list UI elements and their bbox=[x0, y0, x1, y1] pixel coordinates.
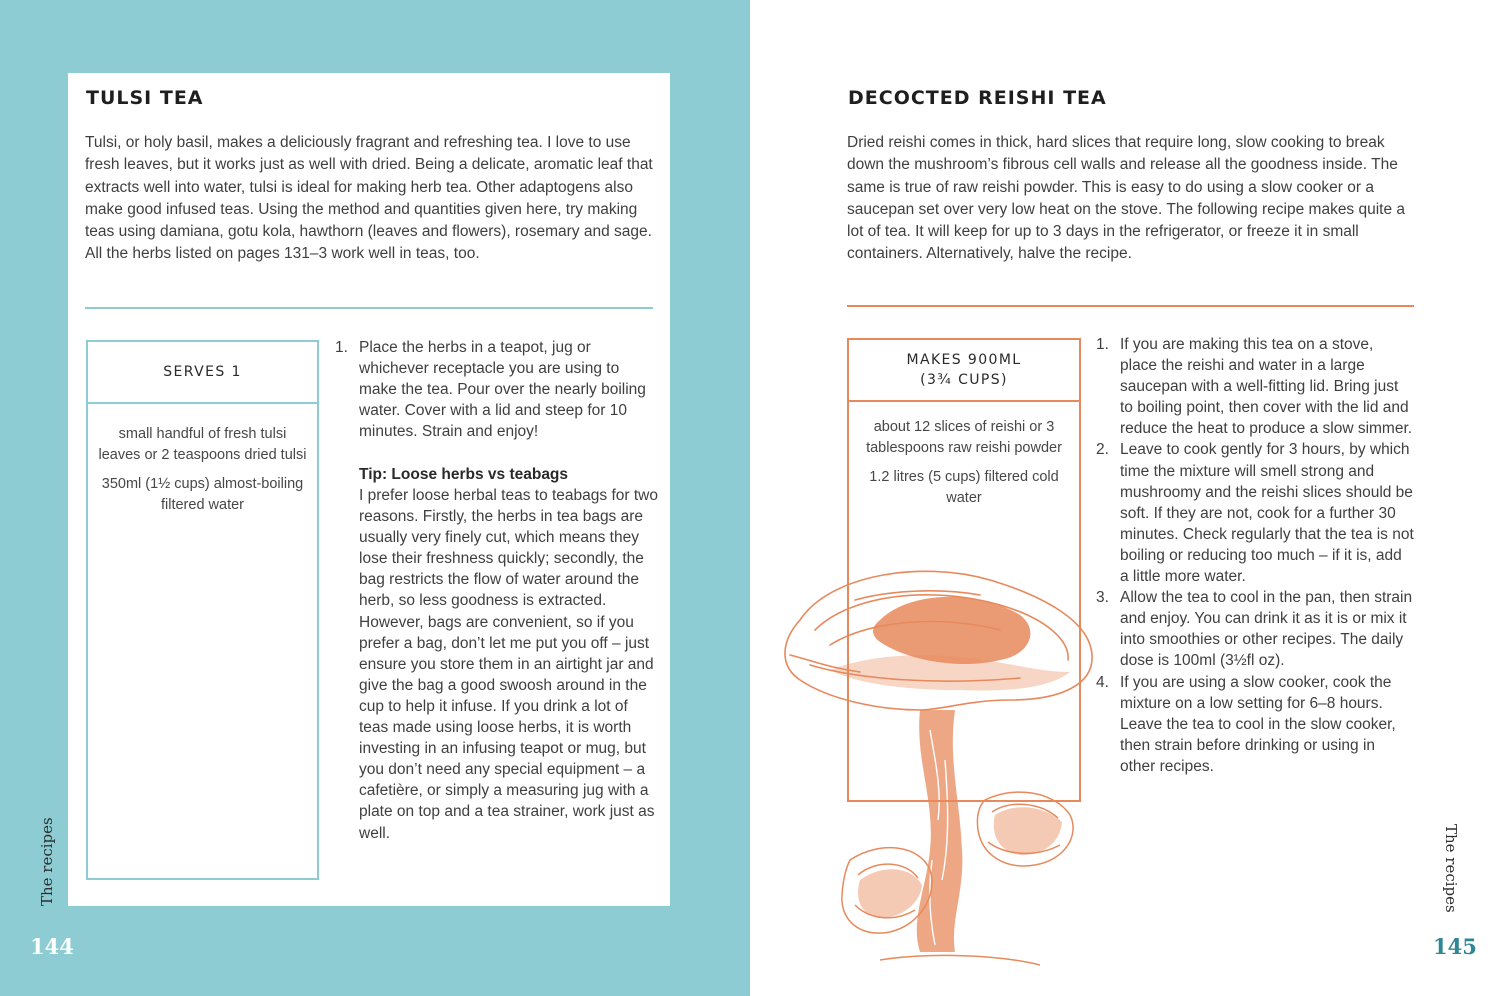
ingredient-item: 1.2 litres (5 cups) filtered cold water bbox=[869, 469, 1059, 506]
section-divider bbox=[85, 307, 653, 309]
recipe-intro: Dried reishi comes in thick, hard slices that require long, slow cooking to break down the mushroom’s fibrous cell walls and release all the goodness inside. The same is true of raw reishi powder. This is easy to do using a slow cooker or a saucepan set over very low heat on the stove. The following recipe makes quite a lot of tea. It will keep for up to 3 days in the refrigerator, or freeze it in small containers. Alternatively, halve the recipe. bbox=[847, 134, 1406, 263]
method-step: 1. Place the herbs in a teapot, jug or whichever receptacle you are using to make the tea. Pour over the nearly boiling water. Cover with a lid and steep for 10 minutes. Strain and enjoy! bbox=[335, 339, 646, 441]
recipe-title: DECOCTED REISHI TEA bbox=[848, 87, 1107, 109]
method-step: 4. If you are using a slow cooker, cook the mixture on a low setting for 6–8 hours. Leave the tea to cool in the slow cooker, then strain before drinking or using in other recipes. bbox=[1096, 673, 1396, 775]
running-head: The recipes bbox=[38, 817, 56, 906]
yield-label: SERVES 1 bbox=[88, 342, 317, 404]
ingredients-box bbox=[86, 340, 319, 880]
method-step: 3. Allow the tea to cool in the pan, then strain and enjoy. You can drink it as it is or mix it into smoothies or other recipes. The daily dose is 100ml (3½fl oz). bbox=[1096, 589, 1413, 670]
ingredient-list bbox=[857, 417, 1071, 517]
method-step: 1. If you are making this tea on a stove, place the reishi and water in a large saucepan with a well-fitting lid. Bring just to boiling point, then cover with the lid and reduce the heat to produce a slow simmer. bbox=[1096, 336, 1413, 438]
section-divider bbox=[847, 305, 1414, 307]
page-number: 144 bbox=[30, 934, 74, 959]
ingredients-box bbox=[847, 338, 1081, 802]
method-steps bbox=[1096, 334, 1414, 777]
running-head: The recipes bbox=[1442, 824, 1460, 913]
recipe-intro: Tulsi, or holy basil, makes a deliciously fragrant and refreshing tea. I love to use fresh leaves, but it works just as well with dried. Being a delicate, aromatic leaf that extracts well into water, tulsi is ideal for making herb tea. Other adaptogens also make good infused teas. Using the method and quantities given here, try making teas using damiana, gotu kola, hawthorn (leaves and flowers), rosemary and sage. All the herbs listed on pages 131–3 work well in teas, too. bbox=[85, 134, 653, 263]
ingredient-item: 350ml (1½ cups) almost-boiling filtered water bbox=[101, 476, 304, 513]
method-steps bbox=[335, 337, 655, 442]
recipe-card bbox=[68, 73, 670, 906]
page-number: 145 bbox=[1433, 934, 1477, 959]
ingredient-item: about 12 slices of reishi or 3 tablespoons raw reishi powder bbox=[866, 419, 1062, 456]
ingredient-item: small handful of fresh tulsi leaves or 2 teaspoons dried tulsi bbox=[98, 426, 307, 463]
method-step: 2. Leave to cook gently for 3 hours, by which time the mixture will smell strong and mushroomy and the reishi slices should be soft. If they are not, cook for a further 30 minutes. Check regularly that the tea is not boiling or reducing too much – if it is, add a little more water. bbox=[1096, 441, 1414, 586]
yield-label: MAKES 900ML (3¾ CUPS) bbox=[849, 340, 1079, 402]
recipe-title: TULSI TEA bbox=[86, 87, 204, 109]
tip-body: I prefer loose herbal teas to teabags for two reasons. Firstly, the herbs in tea bags are usually very finely cut, which means they lose their freshness quickly; secondly, the bag restricts the flow of water around the herb, so less goodness is extracted. However, bags are convenient, so if you prefer a bag, don’t let me put you off – just ensure you store them in an airtight jar and give the bag a good swoosh around in the cup to help it infuse. If you drink a lot of teas made using loose herbs, it is worth investing in an infusing teapot or mug, but you don’t need any special equipment – a cafetière, or simply a measuring jug with a plate on top and a tea strainer, work just as well. bbox=[359, 487, 658, 842]
tip-title: Tip: Loose herbs vs teabags bbox=[359, 466, 569, 483]
ingredient-list bbox=[96, 424, 309, 524]
